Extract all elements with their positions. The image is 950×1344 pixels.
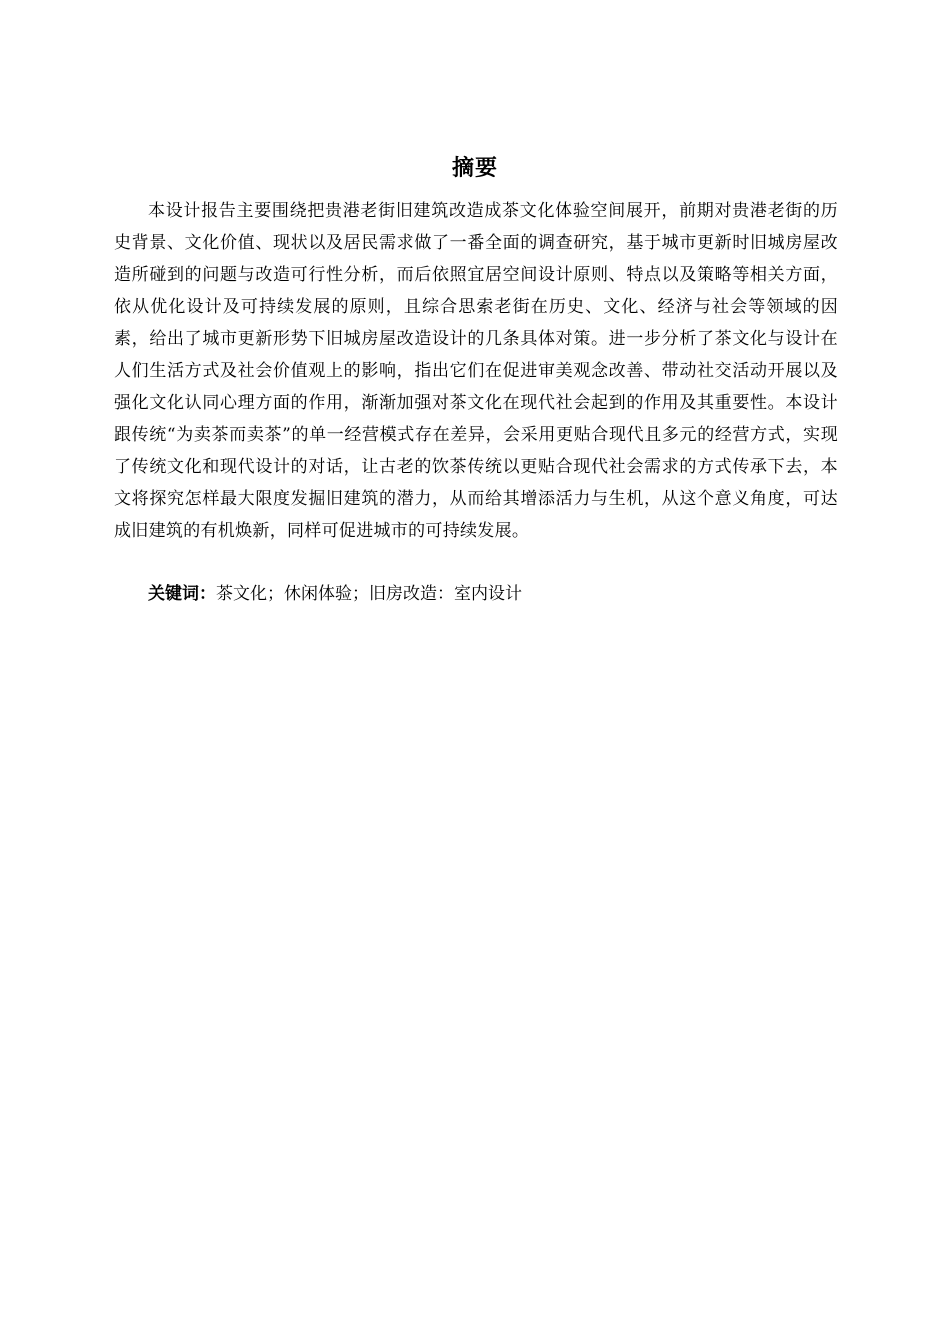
- keywords-line: [114, 580, 838, 608]
- page-title: 摘要: [451, 156, 498, 181]
- abstract-paragraph: 本设计报告主要围绕把贵港老街旧建筑改造成茶文化体验空间展开，前期对贵港老街的历史背景、文化价值、现状以及居民需求做了一番全面的调查研究，基于城市更新时旧城房屋改造所碰到的问题与改造可行性分析，而后依照宜居空间设计原则、特点以及策略等相关方面，依从优化设计及可持续发展的原则，且综合思索老街在历史、文化、经济与社会等领域的因素，给出了城市更新形势下旧城房屋改造设计的几条具体对策。进一步分析了茶文化与设计在人们生活方式及社会价值观上的影响，指出它们在促进审美观念改善、带动社交活动开展以及强化文化认同心理方面的作用，渐渐加强对茶文化在现代社会起到的作用及其重要性。本设计跟传统“为卖茶而卖茶”的单一经营模式存在差异，会采用更贴合现代且多元的经营方式，实现了传统文化和现代设计的对话，让古老的饮茶传统以更贴合现代社会需求的方式传承下去，本文将探究怎样最大限度发掘旧建筑的潜力，从而给其增添活力与生机，从这个意义角度，可达成旧建筑的有机焕新，同样可促进城市的可持续发展。: [114, 201, 838, 541]
- keywords-label: 关键词：: [148, 584, 216, 604]
- keywords-text: 茶文化；休闲体验；旧房改造：室内设计: [216, 584, 522, 604]
